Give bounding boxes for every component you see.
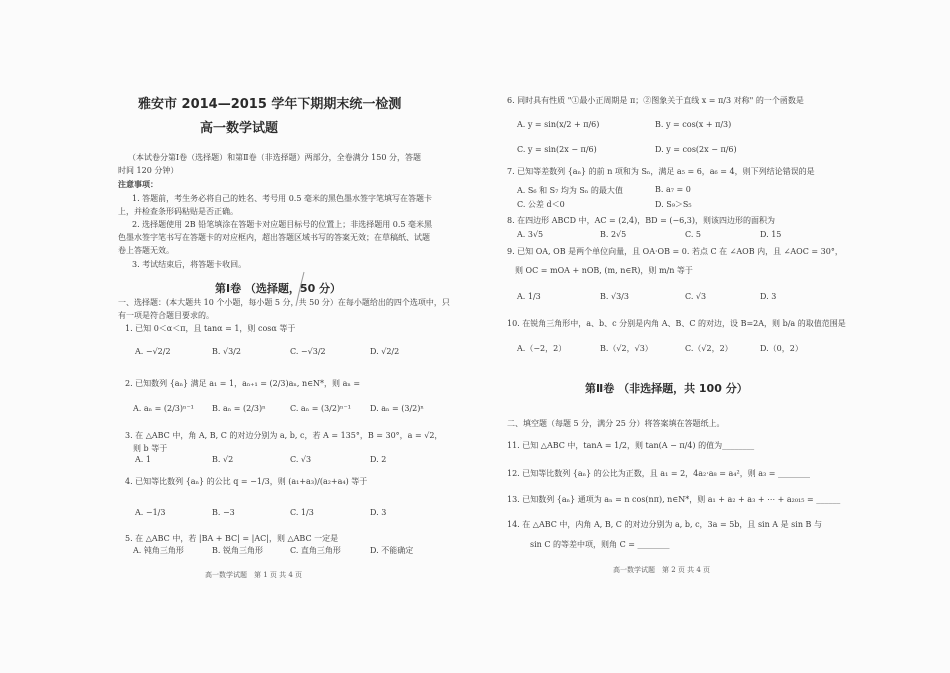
question-11: 11. 已知 △ABC 中，tanA = 1/2，则 tan(A − π/4) 的值为________ xyxy=(507,441,755,450)
q3-option-b: B. √2 xyxy=(212,455,234,464)
q5-option-a: A. 钝角三角形 xyxy=(133,546,184,555)
question-13: 13. 已知数列 {aₙ} 通项为 aₙ = n cos(nπ), n∈N*，则 a₁ + a₂ + a₃ + ⋯ + a₂₀₁₅ = ______ xyxy=(507,495,841,504)
section-1-line-a: 一、选择题：(本大题共 10 个小题，每小题 5 分，共 50 分）在每小题给出的四个选项中，只 xyxy=(118,298,450,307)
question-12: 12. 已知等比数列 {aₙ} 的公比为正数，且 a₁ = 2，4a₂·a₈ = a₄²，则 a₃ = ________ xyxy=(507,469,811,478)
part-1-heading: 第Ⅰ卷 （选择题，50 分） xyxy=(215,282,342,295)
q4-option-c: C. 1/3 xyxy=(290,508,314,517)
q9-option-c: C. √3 xyxy=(685,292,707,301)
exam-page-2 xyxy=(475,0,950,673)
question-6: 6. 同时具有性质 "①最小正周期是 π；②图象关于直线 x = π/3 对称" 的一个函数是 xyxy=(507,96,804,105)
question-14a: 14. 在 △ABC 中，内角 A, B, C 的对边分别为 a, b, c，3a = 5b，且 sin A 是 sin B 与 xyxy=(507,520,822,529)
q2-option-c: C. aₙ = (3/2)ⁿ⁻¹ xyxy=(290,404,351,413)
question-14b: sin C 的等差中项，则角 C = ________ xyxy=(530,540,670,549)
q1-option-a: A. −√2/2 xyxy=(135,347,171,356)
q9-option-b: B. √3/3 xyxy=(600,292,629,301)
q4-option-d: D. 3 xyxy=(370,508,387,517)
question-1: 1. 已知 0＜α＜π，且 tanα = 1，则 cosα 等于 xyxy=(125,324,296,333)
note-2b: 色墨水签字笔书写在答题卡的对应框内，超出答题区域书写的答案无效；在草稿纸、试题 xyxy=(118,233,430,242)
q4-option-a: A. −1/3 xyxy=(135,508,166,517)
note-1a: 1. 答题前，考生务必将自己的姓名、考号用 0.5 毫米的黑色墨水签字笔填写在答题卡 xyxy=(132,194,432,203)
q10-option-b: B.（√2，√3） xyxy=(600,344,653,353)
q3-option-a: A. 1 xyxy=(135,455,151,464)
q3-option-d: D. 2 xyxy=(370,455,387,464)
q6-option-d: D. y = cos(2x − π/6) xyxy=(655,145,737,154)
q6-option-a: A. y = sin(x/2 + π/6) xyxy=(517,120,600,129)
question-9a: 9. 已知 OA, OB 是两个单位向量，且 OA·OB = 0. 若点 C 在 ∠AOB 内，且 ∠AOC = 30°， xyxy=(507,247,843,256)
question-3a: 3. 在 △ABC 中，角 A, B, C 的对边分别为 a, b, c，若 A = 135°，B = 30°，a = √2， xyxy=(125,431,443,440)
q2-option-b: B. aₙ = (2/3)ⁿ xyxy=(212,404,266,413)
q1-option-d: D. √2/2 xyxy=(370,347,400,356)
exam-title: 雅安市 2014—2015 学年下期期末统一检测 xyxy=(138,97,402,112)
note-2c: 卷上答题无效。 xyxy=(118,246,174,255)
q7-option-b: B. a₇ = 0 xyxy=(655,185,691,194)
section-1-line-b: 有一项是符合题目要求的。 xyxy=(118,311,214,320)
question-2: 2. 已知数列 {aₙ} 满足 a₁ = 1，aₙ₊₁ = (2/3)aₙ, n∈N*，则 aₙ = xyxy=(125,379,361,388)
question-7: 7. 已知等差数列 {aₙ} 的前 n 项和为 Sₙ，满足 a₅ = 6，a₆ = 4，则下列结论错误的是 xyxy=(507,167,815,176)
q5-option-d: D. 不能确定 xyxy=(370,546,414,555)
intro-line-1: （本试卷分第Ⅰ卷（选择题）和第Ⅱ卷（非选择题）两部分，全卷满分 150 分，答题 xyxy=(128,153,421,162)
notes-heading: 注意事项： xyxy=(118,179,158,189)
q1-option-c: C. −√3/2 xyxy=(290,347,326,356)
part-2-heading: 第Ⅱ卷 （非选择题，共 100 分） xyxy=(585,382,748,395)
question-9b: 则 OC = mOA + nOB, (m, n∈R)，则 m/n 等于 xyxy=(515,266,693,275)
q6-option-b: B. y = cos(x + π/3) xyxy=(655,120,732,129)
note-1b: 上，并检查条形码粘贴是否正确。 xyxy=(118,207,238,216)
question-4: 4. 已知等比数列 {aₙ} 的公比 q = −1/3，则 (a₁+a₃)/(a₂+a₄) 等于 xyxy=(125,477,368,486)
note-3: 3. 考试结束后，将答题卡收回。 xyxy=(132,260,247,269)
exam-subtitle: 高一数学试题 xyxy=(200,121,279,136)
q5-option-c: C. 直角三角形 xyxy=(290,546,341,555)
q7-option-d: D. S₉＞S₅ xyxy=(655,200,692,209)
q3-option-c: C. √3 xyxy=(290,455,312,464)
question-5: 5. 在 △ABC 中，若 |BA + BC| = |AC|，则 △ABC 一定是 xyxy=(125,534,339,543)
q10-option-d: D.（0，2） xyxy=(760,344,803,353)
q7-option-c: C. 公差 d＜0 xyxy=(517,200,565,209)
question-8: 8. 在四边形 ABCD 中，AC = (2,4)，BD = (−6,3)，则该四边形的面积为 xyxy=(507,216,776,225)
q10-option-c: C.（√2，2） xyxy=(685,344,733,353)
q5-option-b: B. 锐角三角形 xyxy=(212,546,263,555)
page-2-footer: 高一数学试题 第 2 页 共 4 页 xyxy=(613,566,711,574)
q8-option-c: C. 5 xyxy=(685,230,702,239)
section-2-heading: 二、填空题（每题 5 分，满分 25 分）将答案填在答题纸上。 xyxy=(507,419,725,428)
q2-option-d: D. aₙ = (3/2)ⁿ xyxy=(370,404,424,413)
q7-option-a: A. S₆ 和 S₇ 均为 Sₙ 的最大值 xyxy=(517,186,623,195)
q8-option-b: B. 2√5 xyxy=(600,230,627,239)
q8-option-d: D. 15 xyxy=(760,230,782,239)
question-10: 10. 在锐角三角形中，a、b、c 分别是内角 A、B、C 的对边，设 B=2A，则 b/a 的取值范围是 xyxy=(507,319,846,328)
intro-line-2: 时间 120 分钟） xyxy=(118,166,179,175)
q9-option-d: D. 3 xyxy=(760,292,777,301)
q4-option-b: B. −3 xyxy=(212,508,235,517)
question-3b: 则 b 等于 xyxy=(133,444,168,453)
note-2a: 2. 选择题使用 2B 铅笔填涂在答题卡对应题目标号的位置上；非选择题用 0.5 毫米黑 xyxy=(132,220,433,229)
q8-option-a: A. 3√5 xyxy=(517,230,544,239)
q9-option-a: A. 1/3 xyxy=(517,292,541,301)
q6-option-c: C. y = sin(2x − π/6) xyxy=(517,145,597,154)
page-1-footer: 高一数学试题 第 1 页 共 4 页 xyxy=(205,571,303,579)
q1-option-b: B. √3/2 xyxy=(212,347,241,356)
q10-option-a: A.（−2，2） xyxy=(517,344,567,353)
q2-option-a: A. aₙ = (2/3)ⁿ⁻¹ xyxy=(133,404,194,413)
